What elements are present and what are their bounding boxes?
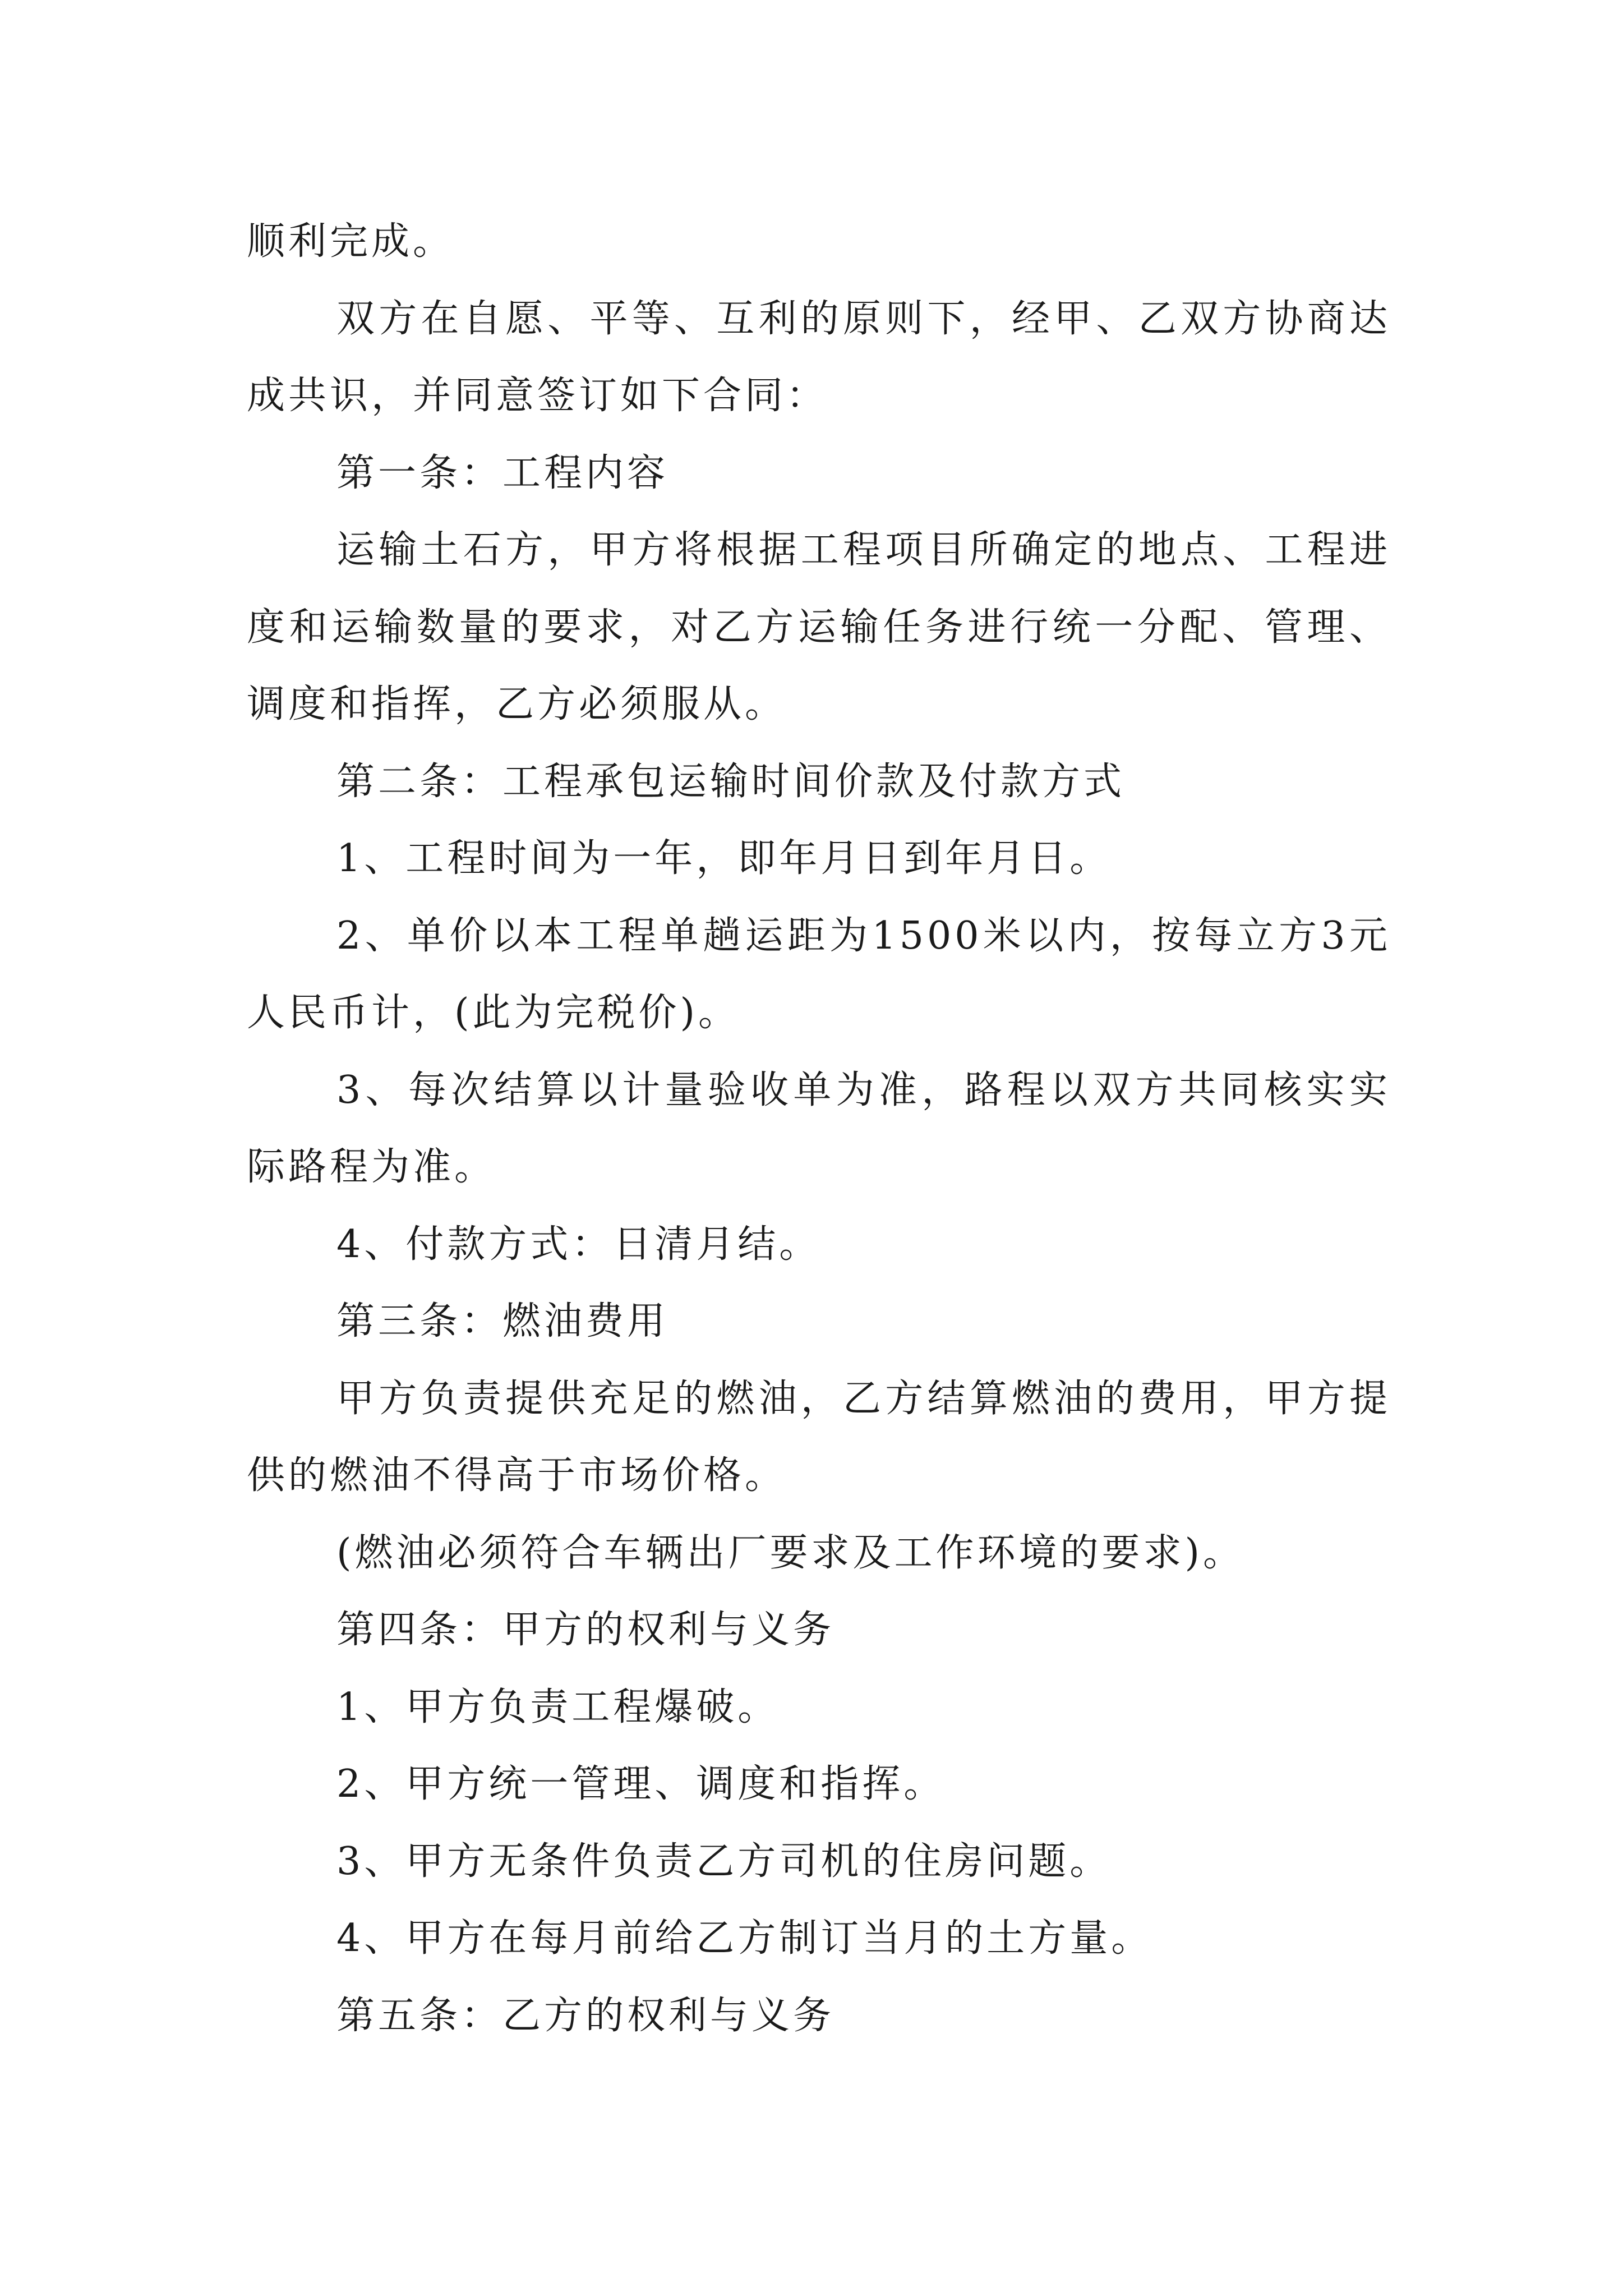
paragraph-article-1-body: 运输土石方，甲方将根据工程项目所确定的地点、工程进度和运输数量的要求，对乙方运输任务进行统一分配、管理、调度和指挥，乙方必须服从。 — [247, 528, 1391, 726]
list-item-article-4-1: 1、甲方负责工程爆破。 — [336, 1685, 780, 1729]
heading-article-4: 第四条：甲方的权利与义务 — [336, 1608, 835, 1652]
paragraph-agreement-intro: 双方在自愿、平等、互利的原则下，经甲、乙双方协商达成共识，并同意签订如下合同： — [247, 296, 1391, 418]
list-item-article-2-3: 3、每次结算以计量验收单为准，路程以双方共同核实实际路程为准。 — [247, 1068, 1391, 1189]
heading-article-3: 第三条：燃油费用 — [336, 1299, 669, 1343]
heading-article-1: 第一条：工程内容 — [336, 450, 669, 495]
list-item-article-2-4: 4、付款方式：日清月结。 — [336, 1222, 821, 1267]
list-item-article-4-4: 4、甲方在每月前给乙方制订当月的土方量。 — [336, 1916, 1153, 1961]
list-item-article-2-2: 2、单价以本工程单趟运距为1500米以内，按每立方3元人民币计，(此为完税价)。 — [247, 913, 1391, 1035]
paragraph-article-3-body: 甲方负责提供充足的燃油，乙方结算燃油的费用，甲方提供的燃油不得高于市场价格。 — [247, 1376, 1391, 1498]
paragraph-article-3-note: (燃油必须符合车辆出厂要求及工作环境的要求)。 — [336, 1530, 1245, 1575]
list-item-article-2-1: 1、工程时间为一年，即年月日到年月日。 — [336, 836, 1112, 881]
heading-article-5: 第五条：乙方的权利与义务 — [336, 1993, 835, 2038]
list-item-article-4-2: 2、甲方统一管理、调度和指挥。 — [336, 1762, 946, 1806]
heading-article-2: 第二条：工程承包运输时间价款及付款方式 — [336, 759, 1126, 804]
paragraph-completion: 顺利完成。 — [247, 219, 455, 264]
document-body — [247, 203, 1391, 2054]
list-item-article-4-3: 3、甲方无条件负责乙方司机的住房问题。 — [336, 1839, 1112, 1884]
